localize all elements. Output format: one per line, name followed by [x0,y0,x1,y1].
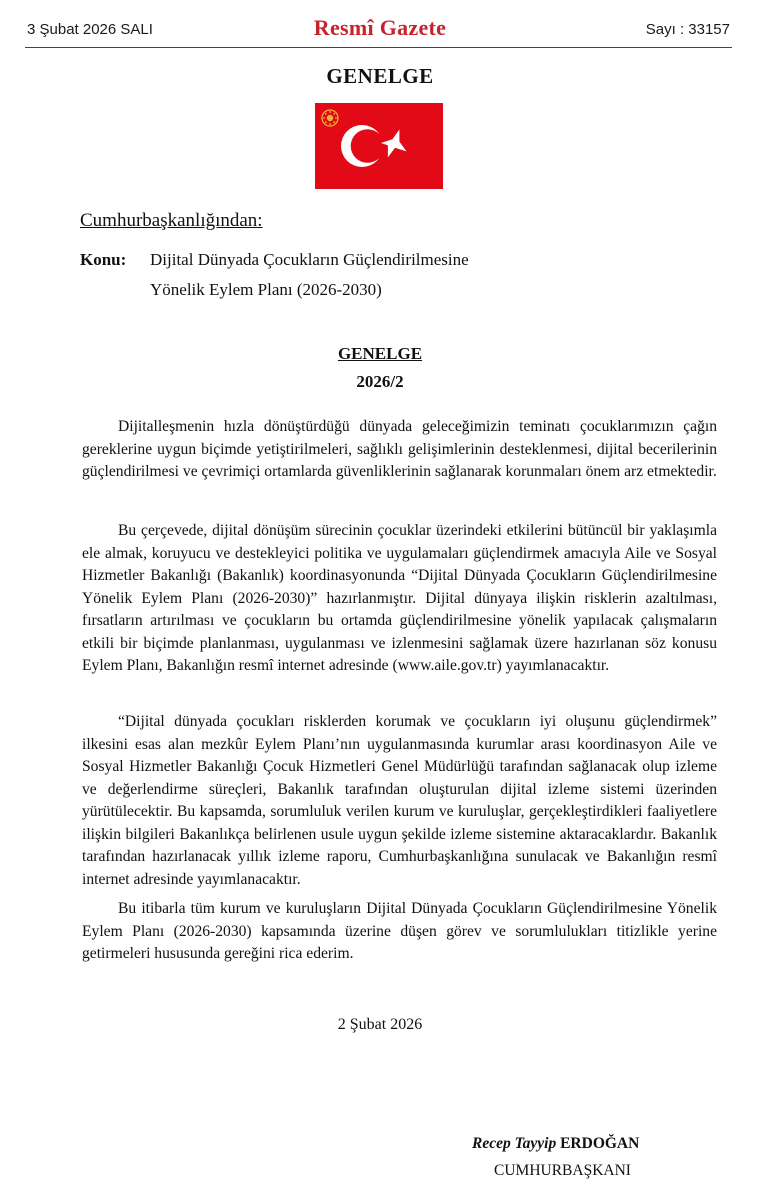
subject-line: Yönelik Eylem Planı (2026-2030) [150,280,382,299]
subject-text [150,245,570,305]
presidential-seal-icon [322,110,338,126]
body-paragraph: “Dijital dünyada çocukları risklerden korumak ve çocukların iyi oluşunu güçlendirmek” ilkesini esas alan mezkûr Eylem Planı’nın uygulanmasında kurumlar arası koordinasyon Aile ve Sosyal Hizmetler Bakanlığı Çocuk Hizmetleri Genel Müdürlüğü tarafından sağlanacak olup izleme ve değerlendirme süreçleri, Bakanlık tarafından oluşturulan dijital izleme sistemi üzerinden yürütülecektir. Bu kapsamda, sorumluluk verilen kurum ve kuruluşlar, gerçekleştirdikleri faaliyetlere ilişkin bilgileri Bakanlıkça belirlenen usule uygun şekilde izleme sistemine aktaracaklardır. Bakanlık tarafından hazırlanacak yıllık izleme raporu, Cumhurbaşkanlığına sunulacak ve Bakanlığın resmî internet adresinde yayımlanacaktır. [82,713,717,888]
document-type-title: GENELGE [326,64,434,88]
issuing-authority: Cumhurbaşkanlığından: [80,210,263,231]
gazette-header [0,0,760,50]
signer-title: CUMHURBAŞKANI [494,1162,631,1179]
publication-title: Resmî Gazete [313,15,447,40]
issue-number: Sayı : 33157 [645,21,730,38]
publication-date: 3 Şubat 2026 SALI [27,21,153,38]
signer-name [472,1135,639,1153]
circular-heading: GENELGE [337,344,423,363]
signer-first-name: Recep Tayyip [472,1135,561,1152]
subject-label: Konu: [80,250,127,269]
turkish-flag-icon [315,103,443,189]
header-divider [25,47,732,48]
document-date: 2 Şubat 2026 [337,1016,423,1033]
body-paragraph: Bu çerçevede, dijital dönüşüm sürecinin çocuklar üzerindeki etkilerini bütüncül bir yaklaşımla ele almak, koruyucu ve destekleyici politika ve uygulamaları güçlendirmek amacıyla Aile ve Sosyal Hizmetler Bakanlığı (Bakanlık) koordinasyonunda “Dijital Dünyada Çocukların Güçlendirilmesine Yönelik Eylem Planı (2026-2030)” hazırlanmıştır. Dijital dünyaya ilişkin risklerin azaltılması, fırsatların artırılması ve çocukların bu ortamda güçlendirilmesine yönelik yapılacak çalışmaların etkili bir biçimde planlanması, uygulanması ve izlenmesini sağlamak üzere hazırlanan söz konusu Eylem Planı, Bakanlığın resmî internet adresinde (www.aile.gov.tr) yayımlanacaktır. [82,522,717,674]
subject-line: Dijital Dünyada Çocukların Güçlendirilmesine [150,250,469,269]
circular-number: 2026/2 [356,372,404,391]
body-paragraph: Bu itibarla tüm kurum ve kuruluşların Dijital Dünyada Çocukların Güçlendirilmesine Yönelik Eylem Planı (2026-2030) kapsamında üzerine düşen görev ve sorumlulukları titizlikle yerine getirmeleri hususunda gereğini rica ederim. [82,900,717,962]
signer-last-name: ERDOĞAN [560,1135,640,1152]
body-paragraph: Dijitalleşmenin hızla dönüştürdüğü dünyada geleceğimizin teminatı çocuklarımızın çağın gereklerine uygun biçimde yetiştirilmeleri, sağlıklı gelişimlerinin desteklenmesi, dijital becerilerinin güçlendirilmesi ve çevrimiçi ortamlarda güvenliklerinin sağlanarak korunmaları önem arz etmektedir. [82,418,717,480]
